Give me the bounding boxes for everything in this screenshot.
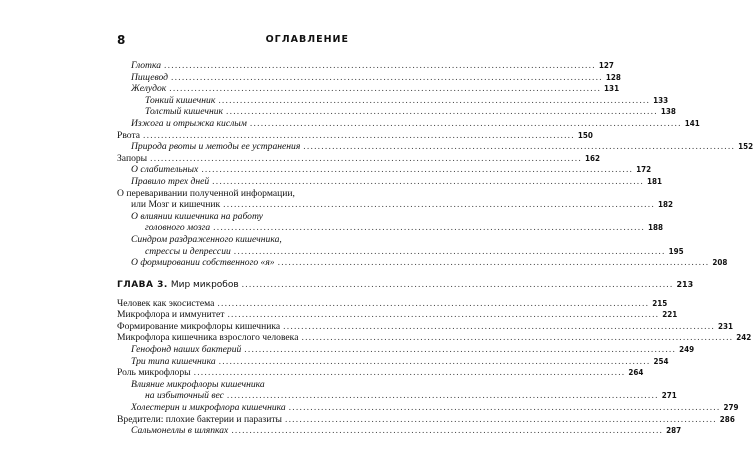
chapter-heading	[117, 278, 694, 291]
leader-dots: ........................................................................................................................	[150, 152, 582, 164]
page-header	[117, 33, 349, 49]
toc-entry-title: Изжога и отрыжка кислым	[131, 117, 247, 129]
toc-entry-title: Вредители: плохие бактерии и паразиты	[117, 413, 282, 425]
toc-entry-page: 128	[605, 72, 621, 82]
toc-entry-title: стрессы и депрессии	[145, 245, 231, 257]
toc-entry-page: 279	[723, 403, 739, 413]
toc-entry	[117, 129, 593, 142]
leader-dots: ........................................................................................................................	[218, 94, 651, 106]
toc-entry-page: 141	[684, 118, 700, 128]
leader-dots: ........................................................................................................................	[301, 332, 734, 344]
toc-entry-title: Правило трех дней	[131, 175, 210, 187]
leader-dots: ........................................................................................................................	[171, 71, 603, 83]
toc-entry-title: Желудок	[131, 83, 167, 95]
toc-entry	[117, 164, 652, 176]
leader-dots: ........................................................................................................................	[223, 199, 655, 211]
toc-entry-page: 150	[577, 130, 593, 140]
toc-entry	[117, 175, 663, 188]
leader-dots: ........................................................................................................................	[249, 117, 682, 129]
toc-entry-title: Роль микрофлоры	[117, 367, 191, 379]
toc-entry-title: Холестерин и микрофлора кишечника	[131, 402, 286, 414]
toc-entry-title: О формировании собственного «я»	[131, 257, 275, 269]
toc-entry-title: Микрофлора и иммунитет	[117, 309, 225, 321]
leader-dots: ........................................................................................................................	[288, 402, 721, 414]
toc-entry-page: 215	[652, 298, 668, 308]
leader-dots: ........................................................................................................................	[213, 222, 645, 234]
leader-dots: ........................................................................................................................	[284, 413, 717, 425]
toc-entry	[117, 141, 753, 153]
leader-dots: ........................................................................................................................	[233, 245, 666, 257]
toc-entry-title: Толстый кишечник	[145, 106, 224, 118]
toc-entry-line: Синдром раздраженного кишечника,	[131, 233, 282, 245]
leader-dots: ........................................................................................................................	[226, 106, 658, 118]
toc-entry	[117, 117, 700, 130]
toc-entry-page: 254	[653, 356, 669, 366]
toc-entry	[117, 297, 668, 310]
toc-entry	[117, 309, 678, 321]
toc-entry	[117, 199, 673, 211]
toc-entry	[117, 60, 614, 72]
toc-entry	[117, 71, 621, 84]
page-number: 8	[117, 33, 126, 47]
toc-entry-title: Генофонд наших бактерий	[131, 344, 242, 356]
toc-entry	[117, 332, 752, 344]
toc-entry-page: 152	[738, 142, 753, 152]
toc-entry-page: 208	[712, 258, 728, 268]
toc-entry	[117, 257, 728, 269]
leader-dots: ........................................................................................................................	[244, 344, 677, 356]
leader-dots: ........................................................................................................................	[283, 320, 715, 332]
toc-entry	[117, 344, 695, 356]
toc-entry-page: 162	[584, 153, 600, 163]
toc-entry-title: Запоры	[117, 152, 148, 164]
chapter-label: ГЛАВА 3.	[117, 279, 168, 290]
toc-entry	[117, 222, 663, 234]
toc-entry	[117, 94, 669, 107]
leader-dots: ........................................................................................................................	[226, 390, 659, 402]
leader-dots: ........................................................................................................................	[164, 60, 596, 71]
leader-dots: ........................................................................................................................	[231, 425, 664, 437]
toc-entry-page: 287	[666, 426, 682, 436]
toc-entry-page: 188	[647, 223, 663, 233]
toc-entry-page: 286	[719, 414, 735, 424]
toc-entry-page: 231	[717, 321, 733, 331]
toc-entry	[117, 413, 735, 426]
toc-entry-page: 195	[668, 246, 684, 256]
toc-entry-page: 242	[736, 333, 752, 343]
toc-entry-line: О влиянии кишечника на работу	[131, 210, 263, 222]
section-gap	[117, 269, 349, 278]
toc-entry-page: 172	[636, 165, 652, 175]
toc-entry-line: Влияние микрофлоры кишечника	[131, 378, 265, 390]
toc-entry-line: О переваривании полученной информации,	[117, 187, 295, 199]
toc-entry-title: Сальмонеллы в шляпках	[131, 425, 229, 437]
toc-entry-page: 182	[657, 200, 673, 210]
toc-entry-title: Пищевод	[131, 71, 169, 83]
toc-entry	[117, 83, 620, 95]
toc-entry-title: или Мозг и кишечник	[131, 199, 221, 211]
toc-entry-title: Природа рвоты и методы ее устранения	[131, 141, 301, 153]
leader-dots: ........................................................................................................................	[212, 175, 644, 187]
toc-entry-page: 181	[646, 176, 663, 186]
toc-entry-page: 249	[679, 345, 695, 355]
leader-dots: ........................................................................................................................	[217, 297, 650, 309]
leader-dots: ........................................................................................................................	[218, 355, 651, 367]
toc-entry	[117, 390, 677, 402]
leader-dots: ........................................................................................................................	[201, 164, 634, 176]
toc-entry-title: Формирование микрофлоры кишечника	[117, 320, 281, 332]
leader-dots: ........................................................................................................................	[143, 129, 575, 141]
toc-entry-title: Микрофлора кишечника взрослого человека	[117, 332, 299, 344]
leader-dots: ........................................................................................................................	[193, 367, 626, 379]
toc-entry	[117, 152, 600, 165]
toc-entry-title: Человек как экосистема	[117, 297, 215, 309]
leader-dots: ........................................................................................................................	[169, 83, 602, 95]
toc-entry-page: 271	[661, 391, 677, 401]
toc-entry	[117, 355, 669, 368]
leader-dots: ........................................................................................................................	[303, 141, 736, 153]
toc-entry-page: 131	[604, 84, 620, 94]
chapter-title: Мир микробов	[170, 279, 239, 290]
table-of-contents	[117, 60, 753, 437]
running-head: ОГЛАВЛЕНИЕ	[265, 34, 349, 45]
toc-entry-title: Рвота	[117, 129, 141, 141]
leader-dots: ........................................................................................................................	[277, 257, 710, 269]
toc-entry-page: 127	[598, 61, 614, 70]
leader-dots: ........................................................................................................................	[227, 309, 660, 321]
toc-entry-title: на избыточный вес	[145, 390, 224, 402]
toc-entry-title: головного мозга	[145, 222, 211, 234]
toc-entry-page: 264	[628, 368, 644, 378]
toc-entry	[117, 425, 682, 437]
toc-entry-title: О слабительных	[131, 164, 199, 176]
chapter-page: 213	[676, 279, 694, 289]
toc-entry-page: 133	[653, 95, 669, 105]
toc-entry-page: 221	[662, 310, 678, 320]
toc-entry	[117, 367, 644, 379]
toc-entry-title: Глотка	[131, 60, 162, 71]
toc-entry	[117, 106, 676, 118]
toc-entry	[117, 320, 733, 333]
toc-entry-title: Тонкий кишечник	[145, 94, 216, 106]
toc-entry	[117, 402, 739, 414]
toc-entry-page: 138	[660, 107, 676, 117]
toc-entry	[117, 245, 684, 258]
toc-entry-title: Три типа кишечника	[131, 355, 216, 367]
leader-dots: ........................................................................................................................	[241, 278, 674, 290]
